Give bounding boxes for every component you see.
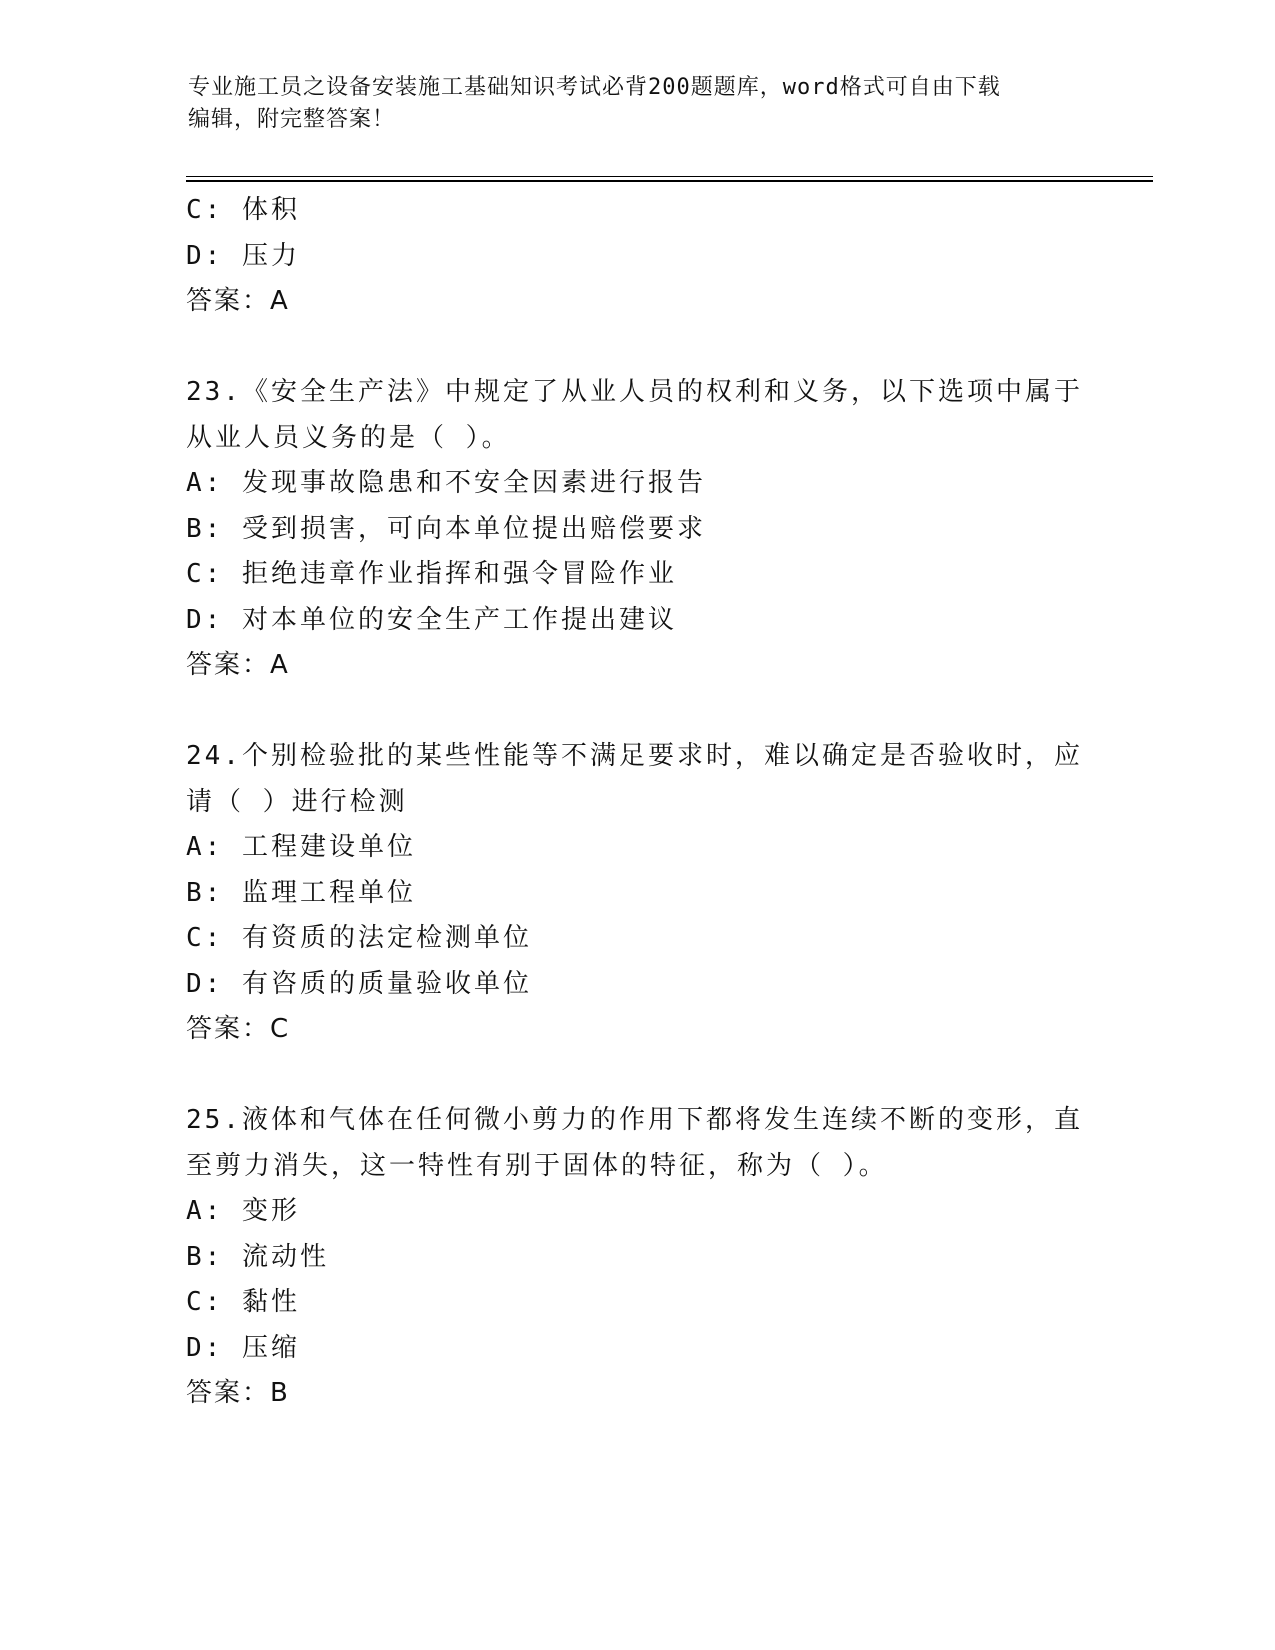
question-23: [186, 370, 1086, 689]
question-content: [186, 188, 1086, 1417]
question-stem-line: 至剪力消失，这一特性有别于固体的特征，称为（ ）。: [186, 1150, 888, 1181]
page-header: [188, 72, 1068, 136]
option-text: 压力: [241, 240, 300, 271]
question-25: [186, 1098, 1086, 1417]
option-label: B:: [186, 877, 224, 908]
option-a: [186, 461, 1086, 507]
option-label: D:: [186, 240, 224, 271]
option-label: C:: [186, 923, 224, 953]
question-stem-line: 24.个别检验批的某些性能等不满足要求时，难以确定是否验收时，应: [186, 741, 1083, 771]
option-label: A:: [186, 1196, 224, 1226]
option-d: [186, 598, 1086, 644]
option-text: 监理工程单位: [241, 877, 416, 908]
option-label: B:: [186, 513, 224, 544]
option-label: C:: [186, 195, 224, 225]
option-c: [186, 1280, 1086, 1326]
option-label: C:: [186, 559, 224, 589]
option-text: 黏性: [241, 1287, 300, 1317]
option-text: 有咨质的质量验收单位: [241, 968, 532, 999]
option-label: B:: [186, 1241, 224, 1272]
option-c: [186, 916, 1086, 962]
option-label: D:: [186, 968, 224, 999]
option-label: A:: [186, 832, 224, 862]
option-c: [186, 188, 1086, 234]
answer-line: 答案：C: [186, 1014, 291, 1044]
answer-line: 答案：B: [186, 1378, 290, 1408]
option-label: A:: [186, 468, 224, 498]
option-b: [186, 1235, 1086, 1281]
question-24: [186, 734, 1086, 1053]
option-b: [186, 507, 1086, 553]
option-text: 发现事故隐患和不安全因素进行报告: [241, 468, 706, 498]
option-text: 工程建设单位: [241, 832, 416, 862]
option-label: D:: [186, 1332, 224, 1363]
answer-line: 答案：A: [186, 286, 290, 316]
option-text: 体积: [241, 195, 300, 225]
option-text: 对本单位的安全生产工作提出建议: [241, 604, 677, 635]
option-text: 受到损害，可向本单位提出赔偿要求: [241, 513, 706, 544]
header-line-1: 专业施工员之设备安装施工基础知识考试必背200题题库，word格式可自由下载: [188, 75, 1001, 100]
option-d: [186, 1326, 1086, 1372]
option-c: [186, 552, 1086, 598]
option-a: [186, 1189, 1086, 1235]
spacer: [186, 689, 1086, 735]
option-text: 压缩: [241, 1332, 300, 1363]
header-divider-thick: [186, 180, 1153, 182]
option-a: [186, 825, 1086, 871]
header-line-2: 编辑，附完整答案！: [188, 107, 396, 132]
option-d: [186, 962, 1086, 1008]
spacer: [186, 1053, 1086, 1099]
option-text: 拒绝违章作业指挥和强令冒险作业: [241, 559, 677, 589]
question-stem-line: 23.《安全生产法》中规定了从业人员的权利和义务，以下选项中属于: [186, 377, 1083, 407]
question-stem-line: 从业人员义务的是（ ）。: [186, 422, 511, 453]
option-text: 流动性: [241, 1241, 329, 1272]
answer-line: 答案：A: [186, 650, 290, 680]
option-text: 变形: [241, 1196, 300, 1226]
question-stem-line: 25.液体和气体在任何微小剪力的作用下都将发生连续不断的变形，直: [186, 1105, 1083, 1135]
question-stem-line: 请（ ）进行检测: [186, 786, 408, 817]
option-text: 有资质的法定检测单位: [241, 923, 532, 953]
spacer: [186, 325, 1086, 371]
previous-question-tail: [186, 188, 1086, 325]
header-divider-thin: [186, 176, 1153, 177]
option-d: [186, 234, 1086, 280]
option-label: D:: [186, 604, 224, 635]
option-b: [186, 871, 1086, 917]
option-label: C:: [186, 1287, 224, 1317]
